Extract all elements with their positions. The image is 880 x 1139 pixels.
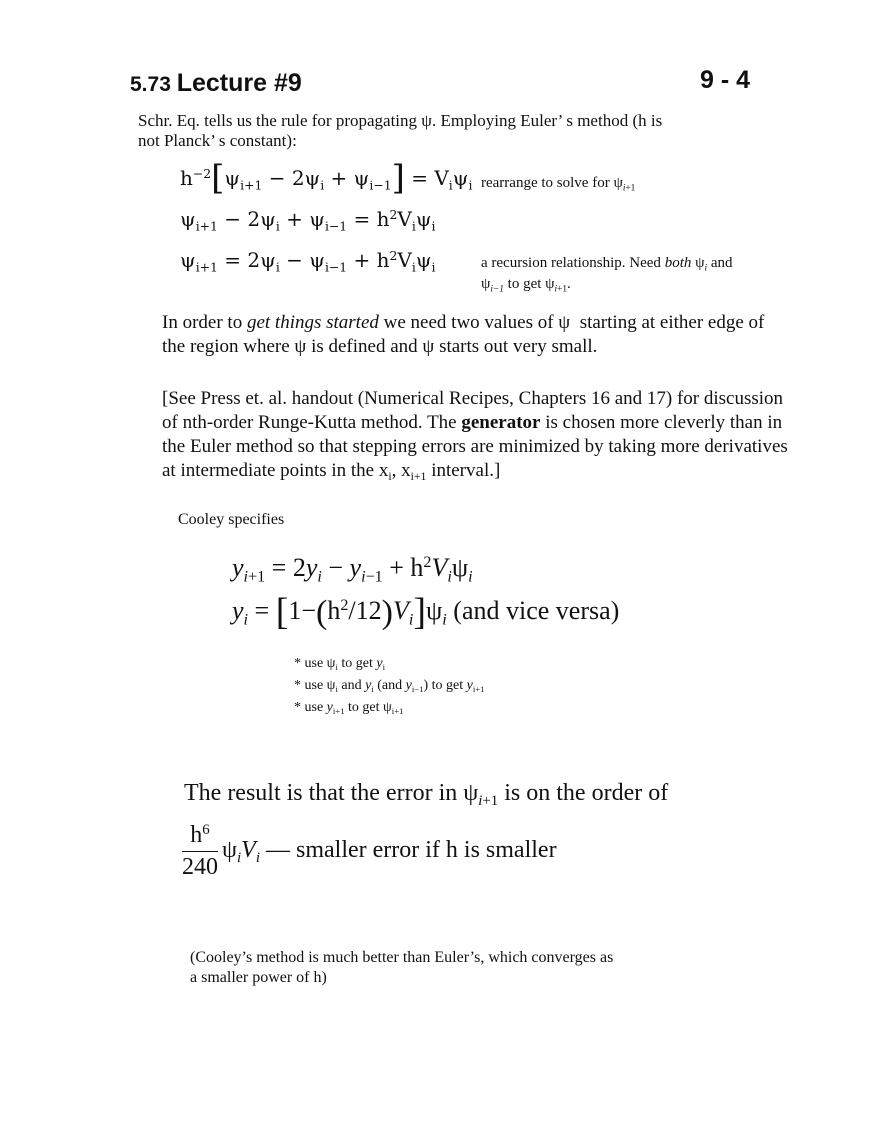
step-3: * use $y_{i+1}$ to get $\psi_{i+1}$ bbox=[294, 700, 404, 717]
equation-euler-1: $h^{-2}[\psi_{i+1} - 2\psi_i + \psi_{i-1}] = V_i\psi_i$ bbox=[180, 158, 473, 198]
cooley-label: Cooley specifies bbox=[178, 511, 285, 528]
step-2: * use $\psi_i$ and $y_i$ (and $y_{i-1}$) to get $y_{i+1}$ bbox=[294, 678, 485, 695]
equation-euler-2: $\psi_{i+1} - 2\psi_i + \psi_{i-1} = h^2V_i\psi_i$ bbox=[180, 207, 436, 234]
result-tail: — smaller error if h is smaller bbox=[265, 837, 557, 864]
note-recursion-2: $\psi_{i-1}$ to get $\psi_{i+1}$. bbox=[481, 276, 571, 295]
paragraph-runge-kutta: [See Press et. al. handout (Numerical Recipes, Chapters 16 and 17) for discussion of nth-order Runge-Kutta method. The generator is chosen more cleverly than in the Euler method so that stepping errors are minimized by taking more derivatives at intermediate points in the $x_i$, $x_{i+1}$ interval.] bbox=[162, 388, 788, 484]
equation-euler-3: $\psi_{i+1} = 2\psi_i - \psi_{i-1} + h^2V_i\psi_i$ bbox=[180, 248, 436, 275]
intro-line-1: Schr. Eq. tells us the rule for propagating ψ. Employing Euler’ s method (h is bbox=[138, 111, 663, 130]
step-1: * use $\psi_i$ to get $y_i$ bbox=[294, 656, 385, 673]
course-number: 5.73 bbox=[130, 73, 171, 96]
header-course bbox=[130, 69, 302, 98]
equation-cooley-1: $y_{i+1} = 2y_i - y_{i-1} + h^2V_i\psi_i$ bbox=[232, 553, 473, 586]
error-fraction: $\frac{h^6}{240}$ bbox=[182, 821, 218, 880]
footer-line-2: a smaller power of h) bbox=[190, 969, 327, 986]
footer-line-1: (Cooley’s method is much better than Euler’s, which converges as bbox=[190, 949, 614, 966]
intro-line-2: not Planck’ s constant): bbox=[138, 131, 297, 150]
result-line-2: $\frac{h^6}{240}$ $\psi_iV_i$ — smaller error if h is smaller bbox=[182, 821, 557, 880]
note-rearrange: rearrange to solve for $\psi_{i+1}$ bbox=[481, 175, 636, 194]
equation-cooley-2: $y_i = [1-(h^2/12)V_i]\psi_i$ (and vice versa) bbox=[232, 591, 620, 633]
paragraph-get-started: In order to get things started we need two values of ψ starting at either edge of the region where ψ is defined and ψ starts out very small. bbox=[162, 312, 765, 357]
page-number: 9 - 4 bbox=[700, 66, 751, 94]
lecture-title: Lecture #9 bbox=[176, 69, 302, 97]
vice-versa-text: (and vice versa) bbox=[453, 596, 620, 625]
note-recursion-1: a recursion relationship. Need both $\psi_i$ and bbox=[481, 255, 733, 274]
result-line-1: The result is that the error in $\psi_{i+1}$ is on the order of bbox=[184, 780, 669, 810]
